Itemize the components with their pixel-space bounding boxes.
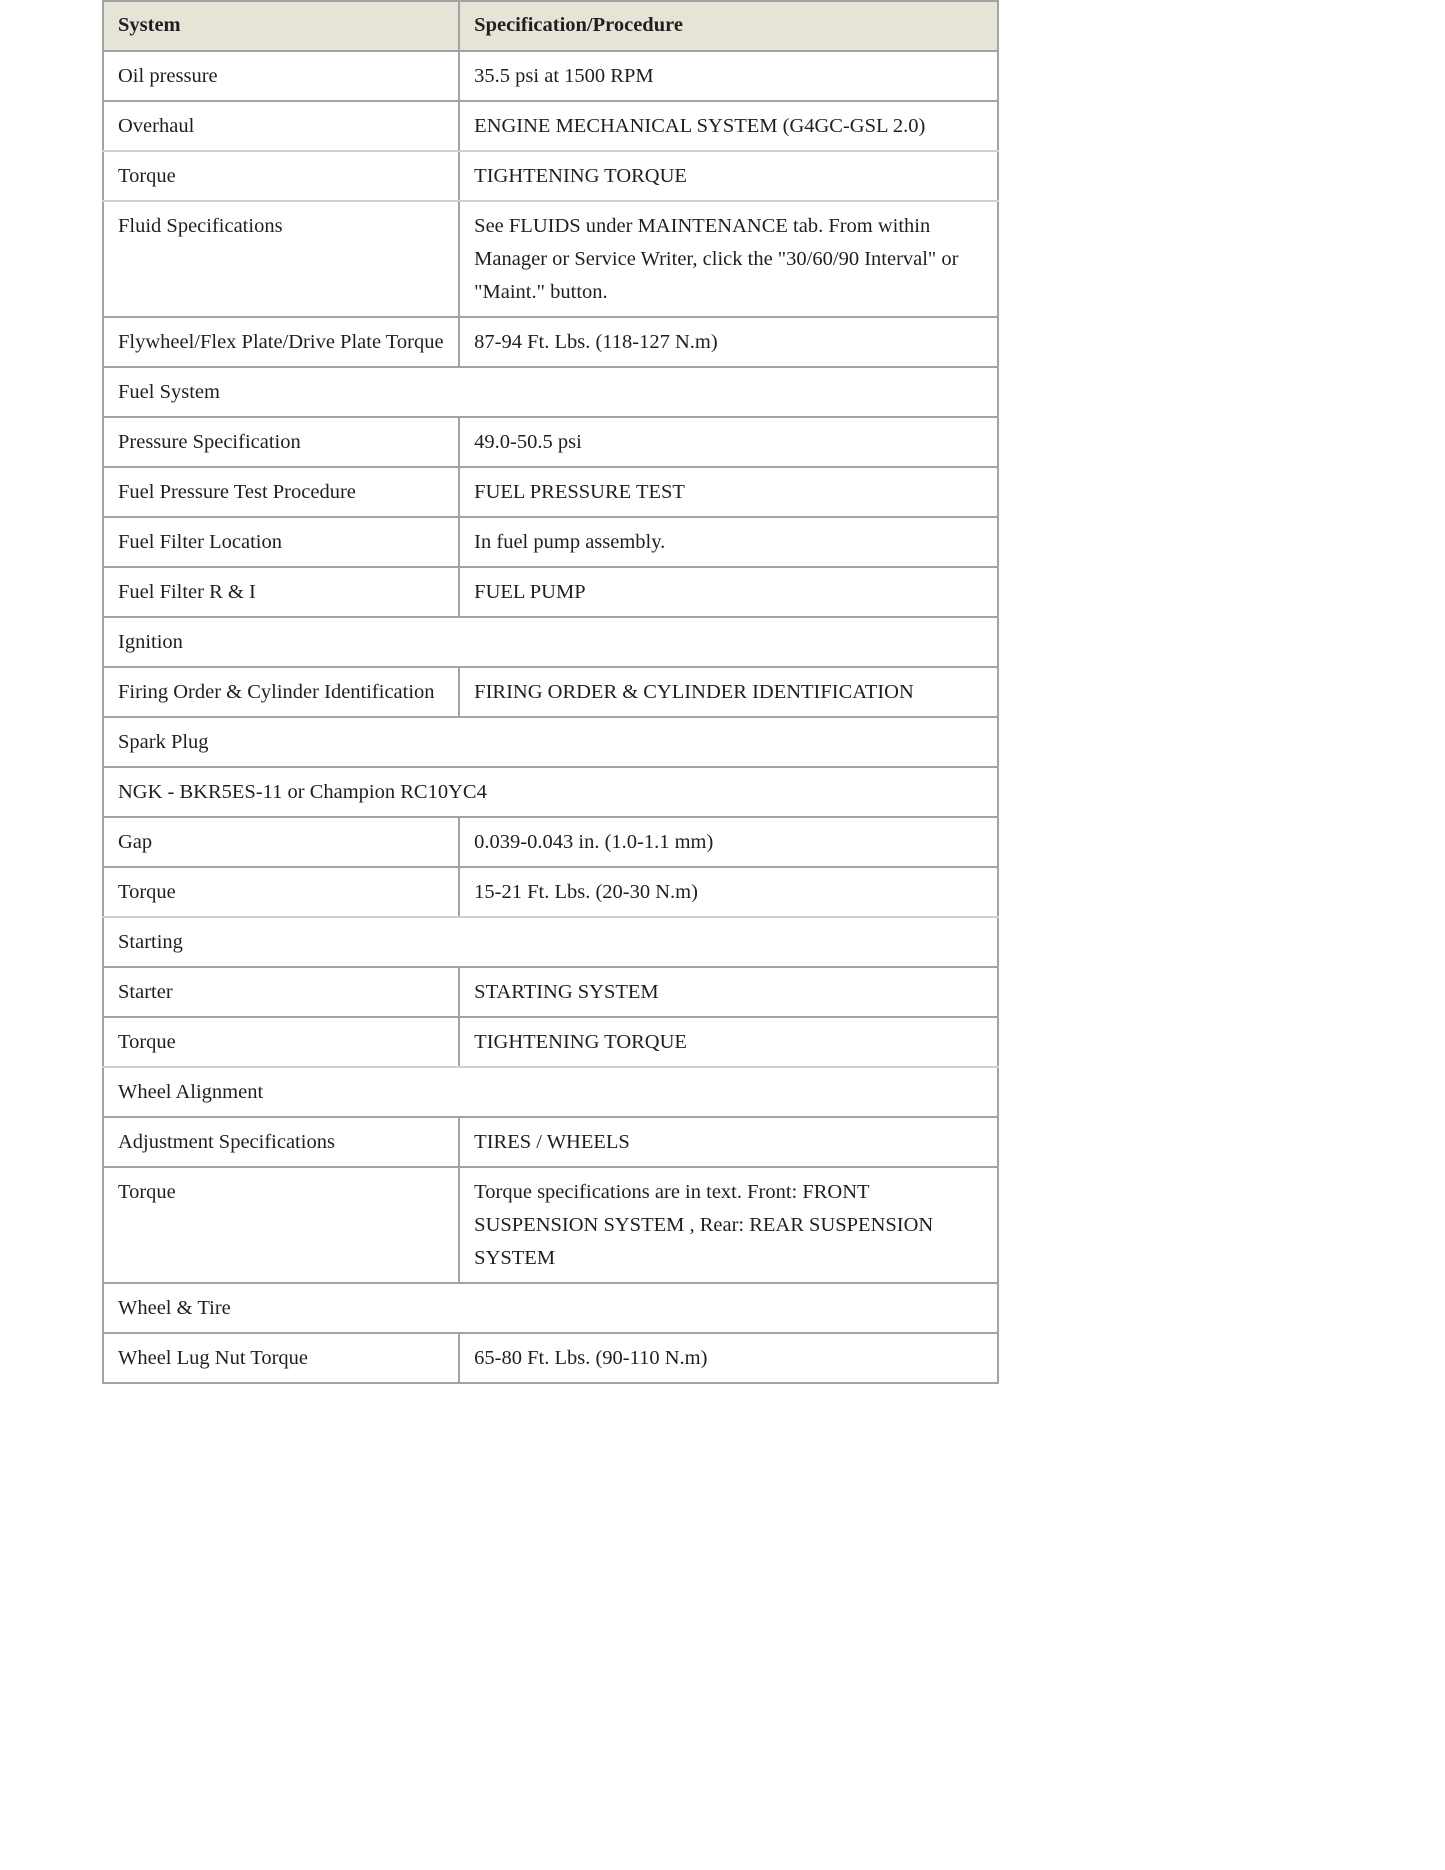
specification-cell: See FLUIDS under MAINTENANCE tab. From within Manager or Service Writer, click the "30/60/90 Interval" or "Maint." button. (459, 201, 998, 317)
header-specification: Specification/Procedure (459, 1, 998, 51)
system-cell: Torque (103, 1017, 459, 1067)
section-title: Fuel System (103, 367, 998, 417)
section-title: Ignition (103, 617, 998, 667)
system-cell: Flywheel/Flex Plate/Drive Plate Torque (103, 317, 459, 367)
table-row (103, 201, 998, 317)
section-title: Starting (103, 917, 998, 967)
specification-cell: 65-80 Ft. Lbs. (90-110 N.m) (459, 1333, 998, 1383)
table-row (103, 1333, 998, 1383)
specification-cell: FUEL PRESSURE TEST (459, 467, 998, 517)
table-row (103, 51, 998, 101)
table-row (103, 567, 998, 617)
system-cell: Gap (103, 817, 459, 867)
system-cell: Fuel Filter R & I (103, 567, 459, 617)
section-title: Wheel & Tire (103, 1283, 998, 1333)
specification-cell: 0.039-0.043 in. (1.0-1.1 mm) (459, 817, 998, 867)
specification-cell: ENGINE MECHANICAL SYSTEM (G4GC-GSL 2.0) (459, 101, 998, 151)
subsection-title: NGK - BKR5ES-11 or Champion RC10YC4 (103, 767, 998, 817)
specification-cell: FIRING ORDER & CYLINDER IDENTIFICATION (459, 667, 998, 717)
table-section-row (103, 1067, 998, 1117)
system-cell: Torque (103, 867, 459, 917)
section-title: Wheel Alignment (103, 1067, 998, 1117)
system-cell: Wheel Lug Nut Torque (103, 1333, 459, 1383)
specification-cell: TIRES / WHEELS (459, 1117, 998, 1167)
table-subsection-row (103, 767, 998, 817)
table-row (103, 417, 998, 467)
table-row (103, 667, 998, 717)
system-cell: Fuel Filter Location (103, 517, 459, 567)
system-cell: Adjustment Specifications (103, 1117, 459, 1167)
table-row (103, 1167, 998, 1283)
system-cell: Starter (103, 967, 459, 1017)
system-cell: Firing Order & Cylinder Identification (103, 667, 459, 717)
system-cell: Oil pressure (103, 51, 459, 101)
table-section-row (103, 1283, 998, 1333)
table-row (103, 467, 998, 517)
specification-cell: STARTING SYSTEM (459, 967, 998, 1017)
specification-cell: 15-21 Ft. Lbs. (20-30 N.m) (459, 867, 998, 917)
table-row (103, 817, 998, 867)
system-cell: Torque (103, 151, 459, 201)
specification-cell: 35.5 psi at 1500 RPM (459, 51, 998, 101)
table-header-row (103, 1, 998, 51)
table-row (103, 1117, 998, 1167)
specification-cell: TIGHTENING TORQUE (459, 151, 998, 201)
system-cell: Torque (103, 1167, 459, 1283)
table-row (103, 101, 998, 151)
table-row (103, 151, 998, 201)
table-section-row (103, 917, 998, 967)
system-cell: Fuel Pressure Test Procedure (103, 467, 459, 517)
system-cell: Pressure Specification (103, 417, 459, 467)
specification-cell: 87-94 Ft. Lbs. (118-127 N.m) (459, 317, 998, 367)
table-section-row (103, 617, 998, 667)
specification-cell: FUEL PUMP (459, 567, 998, 617)
specification-cell: In fuel pump assembly. (459, 517, 998, 567)
specification-cell: 49.0-50.5 psi (459, 417, 998, 467)
table-row (103, 967, 998, 1017)
table-row (103, 317, 998, 367)
specification-cell: Torque specifications are in text. Front: FRONT SUSPENSION SYSTEM , Rear: REAR SUSPENSION SYSTEM (459, 1167, 998, 1283)
specification-table (102, 0, 999, 1384)
table-row (103, 867, 998, 917)
header-system: System (103, 1, 459, 51)
table-section-row (103, 367, 998, 417)
table-body (103, 51, 998, 1383)
system-cell: Fluid Specifications (103, 201, 459, 317)
specification-cell: TIGHTENING TORQUE (459, 1017, 998, 1067)
table-section-row (103, 717, 998, 767)
section-title: Spark Plug (103, 717, 998, 767)
table-row (103, 517, 998, 567)
table-row (103, 1017, 998, 1067)
system-cell: Overhaul (103, 101, 459, 151)
